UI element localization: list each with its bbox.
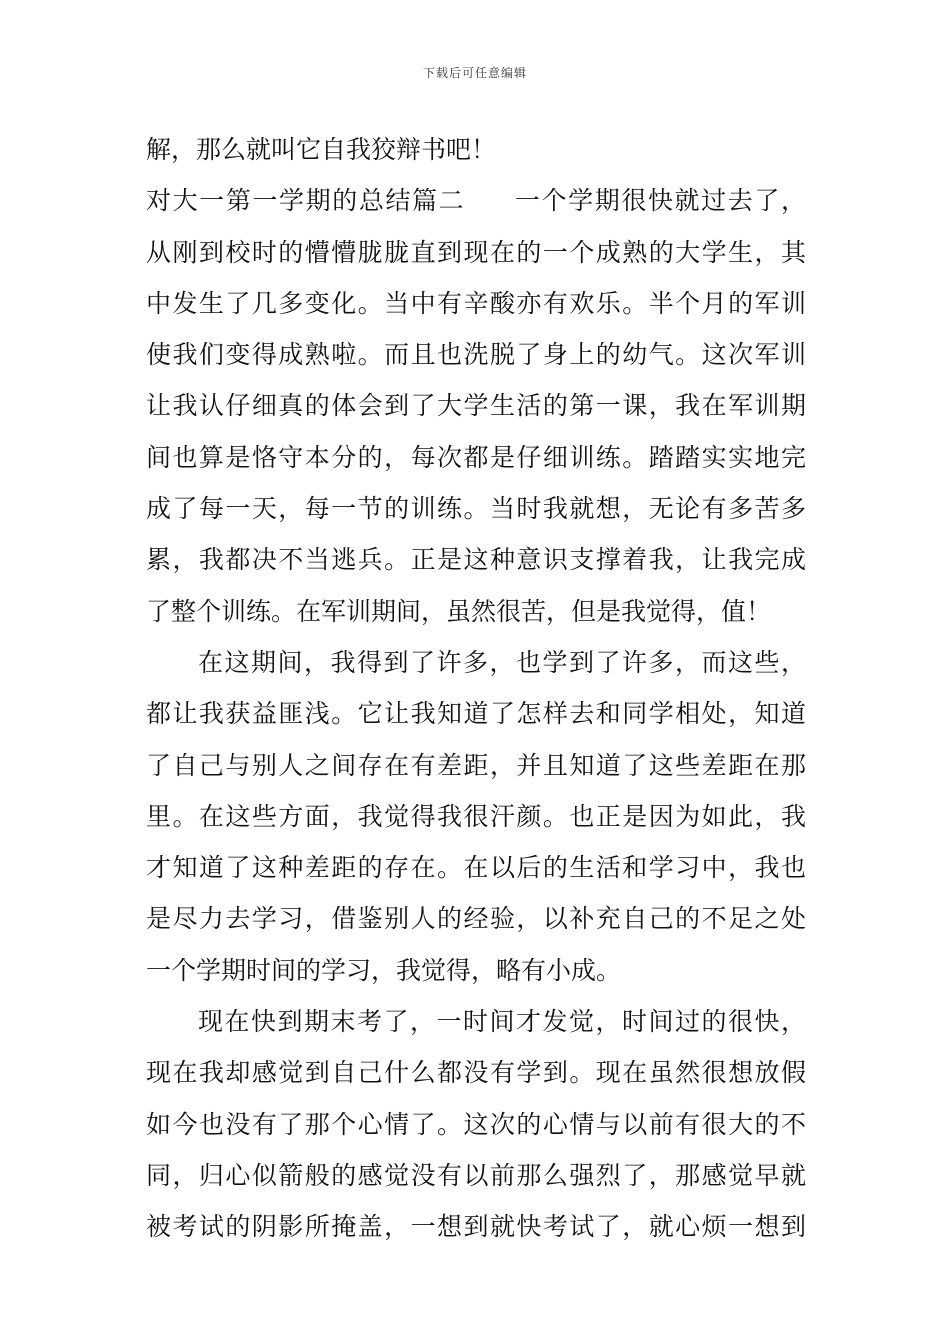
text-line: 中发生了几多变化。当中有辛酸亦有欢乐。半个月的军训: [146, 288, 806, 318]
page-header-note: 下载后可任意编辑: [422, 66, 527, 80]
section-heading: 对大一第一学期的总结篇二: [146, 186, 466, 216]
text-line: 了自己与别人之间存在有差距，并且知道了这些差距在那: [146, 750, 806, 780]
text-line: 同，归心似箭般的感觉没有以前那么强烈了，那感觉早就: [146, 1160, 806, 1190]
text-line: 一个学期时间的学习，我觉得，略有小成。: [146, 955, 622, 985]
text-line-section-heading: [146, 175, 806, 226]
text-line: 是尽力去学习，借鉴别人的经验，以补充自己的不足之处: [146, 904, 806, 934]
text-line: 才知道了这种差距的存在。在以后的生活和学习中，我也: [146, 853, 806, 883]
text-line: 累，我都决不当逃兵。正是这种意识支撑着我，让我完成: [146, 545, 806, 575]
text-line: 使我们变得成熟啦。而且也洗脱了身上的幼气。这次军训: [146, 340, 806, 370]
text-line: 都让我获益匪浅。它让我知道了怎样去和同学相处，知道: [146, 699, 806, 729]
text-line: 现在我却感觉到自己什么都没有学到。现在虽然很想放假: [146, 1058, 806, 1088]
text-line-paragraph-start: 现在快到期末考了，一时间才发觉，时间过的很快，: [198, 1007, 806, 1037]
document-body: [146, 124, 806, 1253]
text-fragment: 一个学期很快就过去了，: [513, 186, 806, 216]
text-line: 被考试的阴影所掩盖，一想到就快考试了，就心烦一想到: [146, 1212, 806, 1242]
text-line: 成了每一天，每一节的训练。当时我就想，无论有多苦多: [146, 494, 806, 524]
text-line: 从刚到校时的懵懵胧胧直到现在的一个成熟的大学生，其: [146, 237, 806, 267]
text-line-paragraph-start: 在这期间，我得到了许多，也学到了许多，而这些，: [198, 647, 806, 677]
text-line: 解，那么就叫它自我狡辩书吧！: [146, 135, 497, 164]
text-line: 间也算是恪守本分的，每次都是仔细训练。踏踏实实地完: [146, 442, 806, 472]
text-line: 让我认仔细真的体会到了大学生活的第一课，我在军训期: [146, 391, 806, 421]
text-line: 里。在这些方面，我觉得我很汗颜。也正是因为如此，我: [146, 801, 806, 831]
text-line: 如今也没有了那个心情了。这次的心情与以前有很大的不: [146, 1109, 806, 1139]
text-line: 了整个训练。在军训期间，虽然很苦，但是我觉得，值！: [146, 596, 772, 626]
